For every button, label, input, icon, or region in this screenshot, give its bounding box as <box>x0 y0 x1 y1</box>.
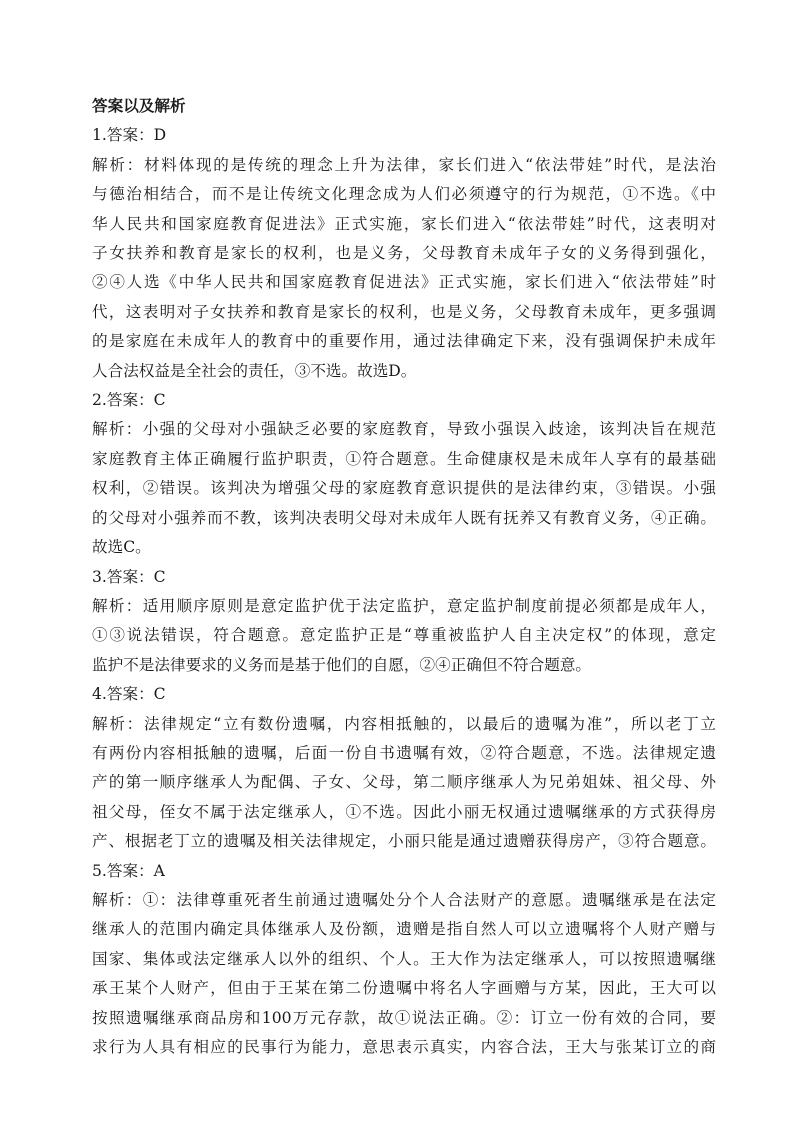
explanation-line: 解析：材料体现的是传统的理念上升为法律，家长们进入“依法带娃”时代，是法治 <box>92 155 716 174</box>
explanation-line: 的是家庭在未成年人的教育中的重要作用，通过法律确定下来，没有强调保护未成年 <box>92 332 716 351</box>
explanation-line: 子女扶养和教育是家长的权利，也是义务，父母教育未成年子女的义务得到强化， <box>92 244 716 263</box>
answer-item-1 <box>92 121 716 386</box>
explanation-line: 监护不是法律要求的义务而是基于他们的自愿，②④正确但不符合题意。 <box>92 655 592 674</box>
explanation-line: 与德治相结合，而不是让传统文化理念成为人们必须遵守的行为规范，①不选。《中 <box>92 185 716 204</box>
explanation-line: 故选C。 <box>92 538 151 557</box>
answer-label: 5.答案：A <box>92 861 165 880</box>
explanation-line: 代，这表明对子女扶养和教育是家长的权利，也是义务，父母教育未成年，更多强调 <box>92 302 716 321</box>
answer-label: 3.答案：C <box>92 567 166 586</box>
explanation-line: 家庭教育主体正确履行监护职责，①符合题意。生命健康权是未成年人享有的最基础 <box>92 449 716 468</box>
answer-item-4 <box>92 680 716 856</box>
explanation-line: ②④人选《中华人民共和国家庭教育促进法》正式实施，家长们进入“依法带娃”时 <box>92 273 716 292</box>
explanation-line: 祖父母，侄女不属于法定继承人，①不选。因此小丽无权通过遗嘱继承的方式获得房 <box>92 802 716 821</box>
explanation-line: 解析：法律规定“立有数份遗嘱，内容相抵触的，以最后的遗嘱为准”，所以老丁立 <box>92 714 716 733</box>
explanation-line: 求行为人具有相应的民事行为能力，意思表示真实，内容合法，王大与张某订立的商 <box>92 1038 716 1056</box>
answer-label: 2.答案：C <box>92 391 166 410</box>
answer-item-5 <box>92 857 716 1063</box>
explanation-line: 人合法权益是全社会的责任，③不选。故选D。 <box>92 361 417 380</box>
document-title: 答案以及解析 <box>92 97 186 115</box>
explanation-line: 解析：①：法律尊重死者生前通过遗嘱处分个人合法财产的意愿。遗嘱继承是在法定 <box>92 890 716 909</box>
explanation-line: 的父母对小强养而不教，该判决表明父母对未成年人既有抚养又有教育义务，④正确。 <box>92 508 716 527</box>
explanation-line: 权利，②错误。该判决为增强父母的家庭教育意识提供的是法律约束，③错误。小强 <box>92 479 716 498</box>
answer-item-3 <box>92 563 716 681</box>
explanation-line: 产、根据老丁立的遗嘱及相关法律规定，小丽只能是通过遗赠获得房产，③符合题意。 <box>92 832 716 851</box>
explanation-line: 有两份内容相抵触的遗嘱，后面一份自书遗嘱有效，②符合题意，不选。法律规定遗 <box>92 743 716 762</box>
explanation-line: 华人民共和国家庭教育促进法》正式实施，家长们进入“依法带娃”时代，这表明对 <box>92 214 716 233</box>
explanation-line: 国家、集体或法定继承人以外的组织、个人。王大作为法定继承人，可以按照遗嘱继 <box>92 949 716 968</box>
explanation-line: ①③说法错误，符合题意。意定监护正是“尊重被监护人自主决定权”的体现，意定 <box>92 626 716 645</box>
explanation-line: 解析：适用顺序原则是意定监护优于法定监护，意定监护制度前提必须都是成年人， <box>92 596 716 615</box>
answer-item-2 <box>92 386 716 562</box>
explanation-line: 继承人的范围内确定具体继承人及份额，遗赠是指自然人可以立遗嘱将个人财产赠与 <box>92 920 716 939</box>
explanation-line: 按照遗嘱继承商品房和100万元存款，故①说法正确。②：订立一份有效的合同，要 <box>92 1008 716 1027</box>
answer-label: 4.答案：C <box>92 685 166 704</box>
answer-label: 1.答案：D <box>92 126 167 145</box>
explanation-line: 承王某个人财产，但由于王某在第二份遗嘱中将名人字画赠与方某，因此，王大可以 <box>92 979 716 998</box>
explanation-line: 产的第一顺序继承人为配偶、子女、父母，第二顺序继承人为兄弟姐妹、祖父母、外 <box>92 773 716 792</box>
document-page <box>92 92 716 1062</box>
explanation-line: 解析：小强的父母对小强缺乏必要的家庭教育，导致小强误入歧途，该判决旨在规范 <box>92 420 716 439</box>
